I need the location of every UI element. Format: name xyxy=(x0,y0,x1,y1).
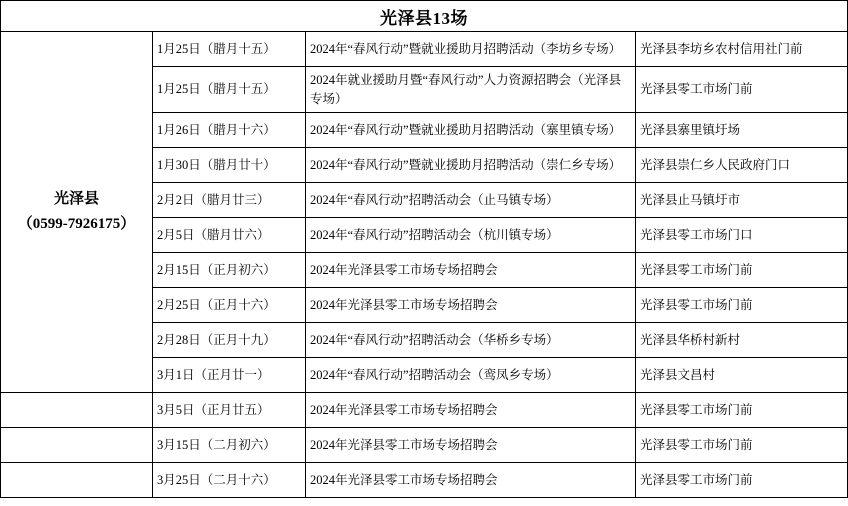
region-cell xyxy=(1,32,153,393)
location-cell: 光泽县零工市场门前 xyxy=(636,393,848,428)
date-cell: 1月30日（腊月廿十） xyxy=(153,148,306,183)
event-cell: 2024年“春风行动”暨就业援助月招聘活动（寨里镇专场） xyxy=(306,113,636,148)
table-row xyxy=(1,463,848,498)
date-cell: 3月1日（正月廿一） xyxy=(153,358,306,393)
location-cell: 光泽县零工市场门口 xyxy=(636,218,848,253)
table-header-row xyxy=(1,1,848,32)
table-title: 光泽县13场 xyxy=(1,1,848,32)
event-cell: 2024年“春风行动”招聘活动会（止马镇专场） xyxy=(306,183,636,218)
event-cell: 2024年光泽县零工市场专场招聘会 xyxy=(306,253,636,288)
event-cell: 2024年“春风行动”招聘活动会（鸾凤乡专场） xyxy=(306,358,636,393)
location-cell: 光泽县李坊乡农村信用社门前 xyxy=(636,32,848,67)
table-row xyxy=(1,428,848,463)
date-cell: 3月5日（正月廿五） xyxy=(153,393,306,428)
location-cell: 光泽县止马镇圩市 xyxy=(636,183,848,218)
location-cell: 光泽县零工市场门前 xyxy=(636,428,848,463)
region-name: 光泽县 xyxy=(53,190,99,207)
event-cell: 2024年“春风行动”暨就业援助月招聘活动（崇仁乡专场） xyxy=(306,148,636,183)
event-cell: 2024年“春风行动”招聘活动会（杭川镇专场） xyxy=(306,218,636,253)
region-empty-cell xyxy=(1,428,153,463)
location-cell: 光泽县文昌村 xyxy=(636,358,848,393)
date-cell: 2月28日（正月十九） xyxy=(153,323,306,358)
event-cell: 2024年光泽县零工市场专场招聘会 xyxy=(306,393,636,428)
region-phone: （0599-7926175） xyxy=(17,216,136,232)
table-row xyxy=(1,32,848,67)
event-cell: 2024年就业援助月暨“春风行动”人力资源招聘会（光泽县专场） xyxy=(306,67,636,113)
location-cell: 光泽县华桥村新村 xyxy=(636,323,848,358)
location-cell: 光泽县崇仁乡人民政府门口 xyxy=(636,148,848,183)
date-cell: 2月15日（正月初六） xyxy=(153,253,306,288)
region-empty-cell xyxy=(1,393,153,428)
event-cell: 2024年光泽县零工市场专场招聘会 xyxy=(306,288,636,323)
date-cell: 1月25日（腊月十五） xyxy=(153,32,306,67)
table-row xyxy=(1,393,848,428)
date-cell: 3月25日（二月十六） xyxy=(153,463,306,498)
event-cell: 2024年光泽县零工市场专场招聘会 xyxy=(306,428,636,463)
event-cell: 2024年“春风行动”招聘活动会（华桥乡专场） xyxy=(306,323,636,358)
event-cell: 2024年“春风行动”暨就业援助月招聘活动（李坊乡专场） xyxy=(306,32,636,67)
location-cell: 光泽县零工市场门前 xyxy=(636,463,848,498)
event-cell: 2024年光泽县零工市场专场招聘会 xyxy=(306,463,636,498)
location-cell: 光泽县零工市场门前 xyxy=(636,67,848,113)
date-cell: 1月25日（腊月十五） xyxy=(153,67,306,113)
date-cell: 2月2日（腊月廿三） xyxy=(153,183,306,218)
date-cell: 2月25日（正月十六） xyxy=(153,288,306,323)
date-cell: 3月15日（二月初六） xyxy=(153,428,306,463)
region-empty-cell xyxy=(1,463,153,498)
date-cell: 2月5日（腊月廿六） xyxy=(153,218,306,253)
location-cell: 光泽县寨里镇圩场 xyxy=(636,113,848,148)
location-cell: 光泽县零工市场门前 xyxy=(636,288,848,323)
date-cell: 1月26日（腊月十六） xyxy=(153,113,306,148)
location-cell: 光泽县零工市场门前 xyxy=(636,253,848,288)
